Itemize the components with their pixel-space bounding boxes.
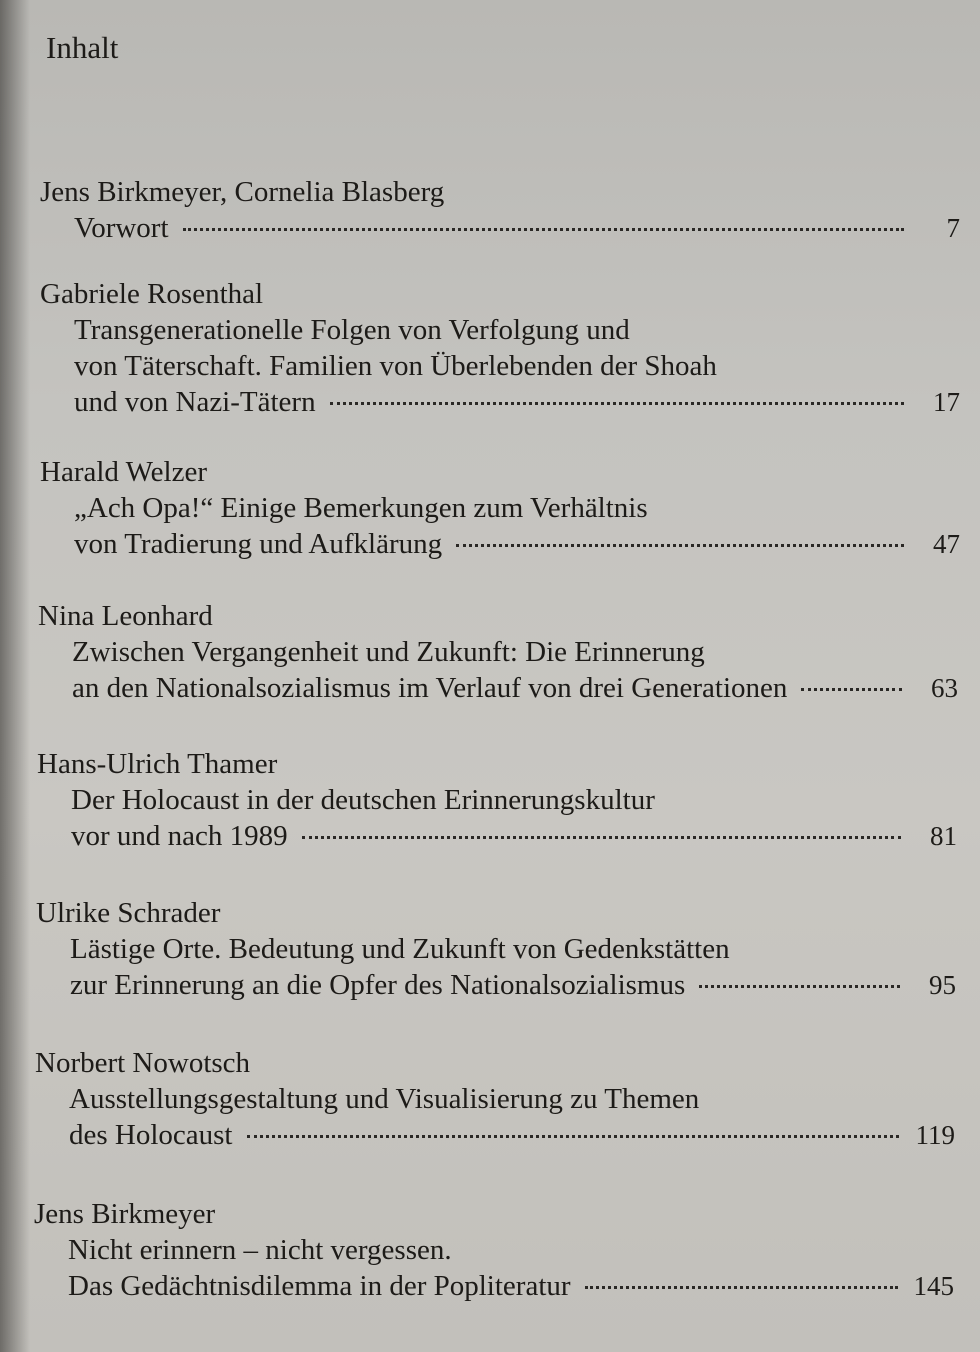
toc-entry [34,1196,954,1304]
toc-page-number: 81 [930,821,957,851]
toc-entry [38,598,958,706]
toc-title-line: Ausstellungsgestaltung und Visualisierung zu Themen [69,1083,700,1115]
toc-entry [36,895,956,1003]
toc-title-text: zur Erinnerung an die Opfer des Nationalsozialismus [70,969,686,1001]
toc-page-number: 119 [915,1120,955,1150]
toc-author: Gabriele Rosenthal [40,278,264,310]
toc-title-last-line [35,1117,955,1153]
dot-leader [699,985,900,988]
dot-leader [247,1135,900,1138]
toc-page-number: 95 [929,970,956,1000]
toc-entry [40,174,960,246]
toc-title-text: des Holocaust [69,1119,233,1151]
toc-title-line: Nicht erinnern – nicht vergessen. [68,1234,452,1266]
toc-author: Jens Birkmeyer, Cornelia Blasberg [40,176,445,208]
toc-title-last-line [40,210,960,246]
toc-title-line: von Täterschaft. Familien von Überlebenden der Shoah [74,350,717,382]
toc-author: Hans-Ulrich Thamer [37,748,278,780]
toc-title-line: „Ach Opa!“ Einige Bemerkungen zum Verhältnis [74,492,648,524]
dot-leader [456,544,904,547]
page-gutter-shadow [0,0,30,1352]
toc-title-last-line [34,1268,954,1304]
toc-entry [40,454,960,562]
toc-entry [40,276,960,420]
toc-title-text: und von Nazi-Tätern [74,386,316,418]
toc-title-last-line [37,818,957,854]
toc-title-last-line [40,526,960,562]
toc-title-last-line [36,967,956,1003]
toc-title-last-line [40,384,960,420]
dot-leader [302,836,901,839]
toc-title-line: Transgenerationelle Folgen von Verfolgung und [74,314,630,346]
toc-page-number: 63 [931,673,958,703]
toc-entry [37,746,957,854]
dot-leader [801,688,902,691]
toc-author: Ulrike Schrader [36,897,221,929]
toc-title-text: Vorwort [74,212,169,244]
dot-leader [183,228,904,231]
toc-author: Nina Leonhard [38,600,213,632]
toc-page-number: 7 [946,213,960,243]
page-title: Inhalt [46,30,119,65]
toc-title-line: Lästige Orte. Bedeutung und Zukunft von Gedenkstätten [70,933,730,965]
toc-title-text: von Tradierung und Aufklärung [74,528,443,560]
dot-leader [330,402,904,405]
toc-page-number: 17 [933,387,960,417]
toc-page-number: 145 [913,1271,954,1301]
toc-page-number: 47 [933,529,960,559]
toc-title-text: vor und nach 1989 [71,820,288,852]
dot-leader [585,1286,898,1289]
toc-title-line: Der Holocaust in der deutschen Erinnerungskultur [71,784,655,816]
toc-title-line: Zwischen Vergangenheit und Zukunft: Die Erinnerung [72,636,705,668]
toc-title-last-line [38,670,958,706]
toc-author: Harald Welzer [40,456,208,488]
toc-author: Jens Birkmeyer [34,1198,216,1230]
toc-entry [35,1045,955,1153]
toc-title-text: an den Nationalsozialismus im Verlauf von drei Generationen [72,672,788,704]
toc-author: Norbert Nowotsch [35,1047,251,1079]
toc-title-text: Das Gedächtnisdilemma in der Popliteratur [68,1270,571,1302]
